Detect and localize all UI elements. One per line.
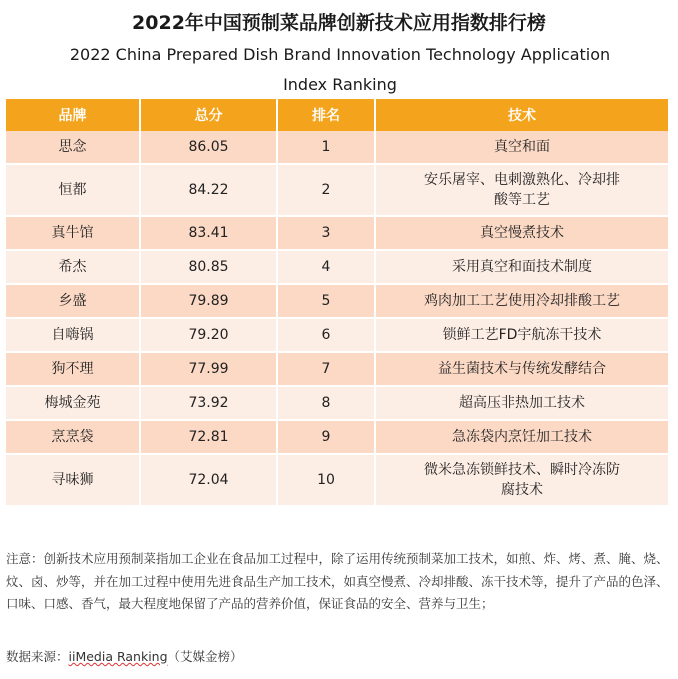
cell-tech: 真空和面	[376, 131, 668, 165]
cell-rank: 10	[278, 455, 376, 507]
cell-rank: 8	[278, 387, 376, 421]
cell-score: 79.20	[141, 319, 278, 353]
cell-rank: 6	[278, 319, 376, 353]
cell-tech: 超高压非热加工技术	[376, 387, 668, 421]
table-row	[6, 319, 668, 353]
cell-score: 80.85	[141, 251, 278, 285]
cell-brand: 狗不理	[6, 353, 141, 387]
table-row	[6, 251, 668, 285]
cell-brand: 思念	[6, 131, 141, 165]
column-header-tech: 技术	[376, 99, 668, 131]
cell-rank: 5	[278, 285, 376, 319]
page-title-en: 2022 China Prepared Dish Brand Innovation Technology Application Index Ranking	[69, 45, 611, 94]
cell-score: 83.41	[141, 217, 278, 251]
cell-tech: 益生菌技术与传统发酵结合	[376, 353, 668, 387]
table-row	[6, 285, 668, 319]
cell-tech: 真空慢煮技术	[376, 217, 668, 251]
cell-rank: 1	[278, 131, 376, 165]
table-row	[6, 131, 668, 165]
cell-brand: 乡盛	[6, 285, 141, 319]
table-row	[6, 421, 668, 455]
table-row	[6, 165, 668, 217]
cell-score: 86.05	[141, 131, 278, 165]
cell-tech: 微米急冻锁鲜技术、瞬时冷冻防腐技术	[376, 455, 668, 507]
cell-score: 72.81	[141, 421, 278, 455]
cell-brand: 自嗨锅	[6, 319, 141, 353]
data-source-name: iiMedia Ranking	[68, 649, 168, 664]
cell-brand: 寻味狮	[6, 455, 141, 507]
cell-score: 79.89	[141, 285, 278, 319]
cell-brand: 希杰	[6, 251, 141, 285]
cell-score: 84.22	[141, 165, 278, 217]
table-row	[6, 387, 668, 421]
cell-brand: 恒都	[6, 165, 141, 217]
data-source-label: 数据来源：	[6, 649, 69, 664]
cell-tech: 安乐屠宰、电刺激熟化、冷却排酸等工艺	[376, 165, 668, 217]
cell-brand: 烹烹袋	[6, 421, 141, 455]
cell-score: 73.92	[141, 387, 278, 421]
cell-tech: 鸡肉加工工艺使用冷却排酸工艺	[376, 285, 668, 319]
table-header-row	[6, 99, 668, 131]
cell-tech: 急冻袋内烹饪加工技术	[376, 421, 668, 455]
page-title-cn: 2022年中国预制菜品牌创新技术应用指数排行榜	[132, 12, 546, 34]
cell-tech: 采用真空和面技术制度	[376, 251, 668, 285]
data-source	[6, 646, 672, 668]
cell-rank: 7	[278, 353, 376, 387]
table-row	[6, 353, 668, 387]
cell-tech: 锁鲜工艺FD宇航冻干技术	[376, 319, 668, 353]
column-header-brand: 品牌	[6, 99, 141, 131]
cell-brand: 梅城金苑	[6, 387, 141, 421]
cell-score: 72.04	[141, 455, 278, 507]
column-header-rank: 排名	[278, 99, 376, 131]
ranking-table	[6, 99, 668, 507]
cell-rank: 3	[278, 217, 376, 251]
column-header-score: 总分	[141, 99, 278, 131]
cell-rank: 2	[278, 165, 376, 217]
cell-rank: 4	[278, 251, 376, 285]
data-source-paren: （艾媒金榜）	[167, 649, 243, 664]
cell-rank: 9	[278, 421, 376, 455]
cell-score: 77.99	[141, 353, 278, 387]
footnote: 注意：创新技术应用预制菜指加工企业在食品加工过程中，除了运用传统预制菜加工技术，如煎、炸、烤、煮、腌、烧、炆、卤、炒等，并在加工过程中使用先进食品生产加工技术，如真空慢煮、冷却排酸、冻干技术等，提升了产品的色泽、口味、口感、香气，最大程度地保留了产品的营养价值，保证食品的安全、营养与卫生；	[6, 551, 669, 611]
table-row	[6, 455, 668, 507]
cell-brand: 真牛馆	[6, 217, 141, 251]
table-row	[6, 217, 668, 251]
